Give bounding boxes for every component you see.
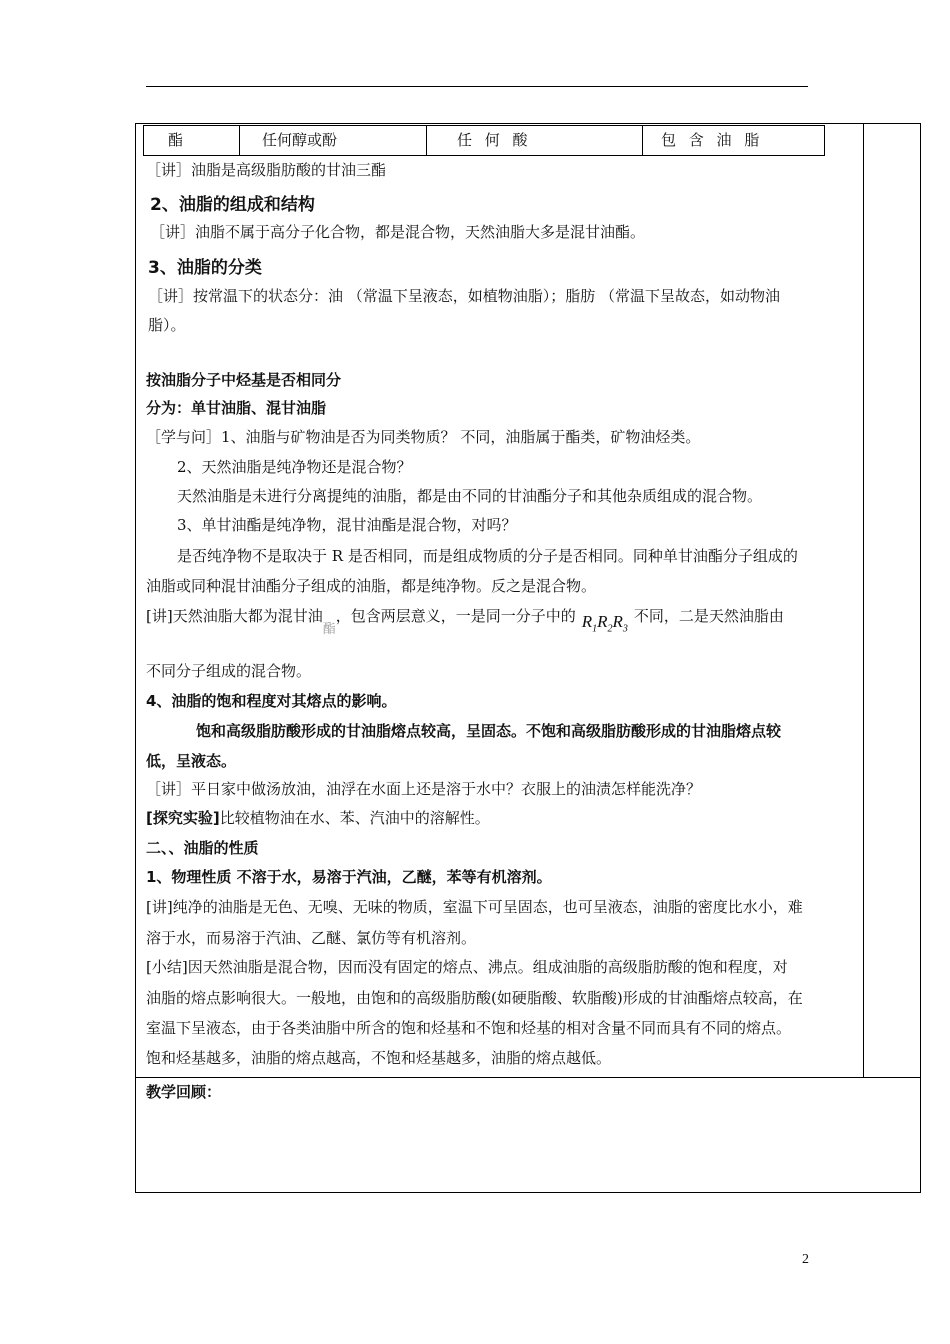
properties-heading: 二、、油脂的性质 [146,839,259,857]
qa-question-3: 3、单甘油酯是纯净物，混甘油酯是混合物，对吗？ [177,516,517,534]
lecture-mixed-part-3: 不同，二是天然油脂由 [633,607,784,625]
ester-subscript: 酯 [322,622,336,637]
formula-r2: R [597,612,608,631]
lecture-mixed-part-1: [讲]天然油脂大都为混甘油 [146,607,323,625]
page-number: 2 [802,1252,809,1267]
experiment-text: 比较植物油在水、苯、汽油中的溶解性。 [219,809,490,827]
section-heading-2: 2、油脂的组成和结构 [150,195,315,215]
teaching-review-label: 教学回顾： [146,1083,222,1101]
lecture-question-line: ［讲］平日家中做汤放油，油浮在水面上还是溶于水中？衣服上的油渍怎样能洗净？ [146,780,702,798]
lecture-physical-2: 溶于水，而易溶于汽油、乙醚、氯仿等有机溶剂。 [146,929,477,947]
lecture-physical-1: [讲]纯净的油脂是无色、无嗅、无味的物质，室温下可呈固态，也可呈液态，油脂的密度比水小，难 [146,898,803,916]
table-cell-scope: 包 含 油 脂 [661,131,764,149]
experiment-line [146,807,490,828]
lecture-line-mixed-cont: 不同分子组成的混合物。 [146,662,312,680]
table-cell-alcohol: 任何醇或酚 [240,126,427,155]
review-divider [135,1077,921,1078]
summary-line-1: [小结]因天然油脂是混合物，因而没有固定的熔点、沸点。组成油脂的高级脂肪酸的饱和程度，对 [146,958,788,976]
lecture-line-2: ［讲］油脂不属于高分子化合物，都是混合物，天然油脂大多是混甘油酯。 [150,223,646,241]
qa-answer-3b: 油脂或同种混甘油酯分子组成的油脂，都是纯净物。反之是混合物。 [146,577,597,595]
summary-line-4: 饱和烃基越多，油脂的熔点越高，不饱和烃基越多，油脂的熔点越低。 [146,1049,612,1067]
notes-column-divider [863,123,864,1078]
lecture-line-3a: ［讲］按常温下的状态分：油 （常温下呈液态，如植物油脂）；脂肪 （常温下呈故态，如动物油 [148,287,781,305]
melting-point-line-1: 饱和高级脂肪酸形成的甘油脂熔点较高，呈固态。不饱和高级脂肪酸形成的甘油脂熔点较 [196,722,782,740]
lecture-line-1: ［讲］油脂是高级脂肪酸的甘油三酯 [146,161,387,179]
qa-answer-3a: 是否纯净物不是取决于 R 是否相同，而是组成物质的分子是否相同。同种单甘油酯分子组成的 [177,547,798,565]
formula-r3: R [612,612,623,631]
formula-sub-3: 3 [622,623,628,635]
summary-line-2: 油脂的熔点影响很大。一般地，由饱和的高级脂肪酸(如硬脂酸、软脂酸)形成的甘油酯熔点较高，在 [146,989,803,1007]
section-heading-4: 4、油脂的饱和程度对其熔点的影响。 [146,692,397,710]
physical-properties-line: 1、物理性质 不溶于水，易溶于汽油，乙醚，苯等有机溶剂。 [146,868,552,886]
formula-sub-2: 2 [607,623,613,635]
classification-line: 按油脂分子中烃基是否相同分 [146,371,342,389]
qa-answer-2: 天然油脂是未进行分离提纯的油脂，都是由不同的甘油酯分子和其他杂质组成的混合物。 [177,487,763,505]
melting-point-line-2: 低，呈液态。 [146,752,237,770]
qa-question-2: 2、天然油脂是纯净物还是混合物？ [177,458,412,476]
experiment-label: [探究实验] [146,809,220,827]
formula-r1: R [581,612,593,631]
r-groups-formula [581,612,628,635]
table-cell-acid: 任 何 酸 [427,126,643,155]
lecture-line-mixed [146,605,784,637]
classification-result: 分为：单甘油脂、混甘油脂 [146,399,327,417]
section-heading-3: 3、油脂的分类 [148,258,262,278]
lecture-mixed-part-2: ，包含两层意义，一是同一分子中的 [335,607,576,625]
header-rule [146,86,808,87]
summary-line-3: 室温下呈液态，由于各类油脂中所含的饱和烃基和不饱和烃基的相对含量不同而具有不同的熔点。 [146,1019,792,1037]
classification-table-row [143,125,825,156]
table-cell-ester: 酯 [144,126,240,155]
lecture-line-3b: 脂）。 [148,316,186,334]
qa-line-1: ［学与问］1、油脂与矿物油是否为同类物质？ 不同，油脂属于酯类，矿物油烃类。 [146,428,701,446]
formula-sub-1: 1 [592,623,598,635]
